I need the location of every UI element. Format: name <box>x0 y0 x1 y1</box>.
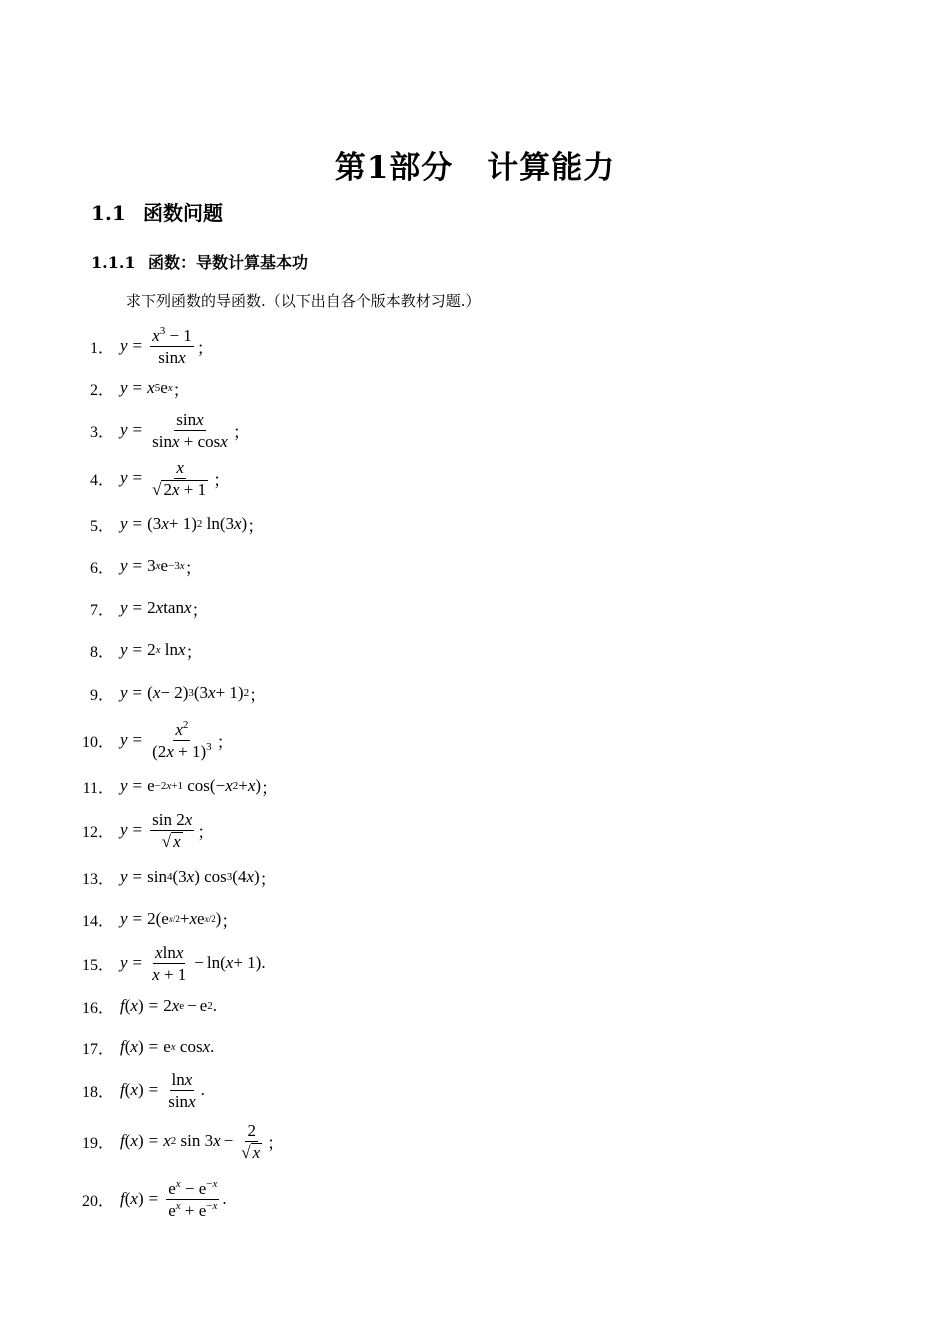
part-name: 计算能力 <box>487 150 616 186</box>
section-number: 1.1 <box>91 201 126 225</box>
problem-number: 17． <box>81 1040 114 1058</box>
formula: f ( x ) = x 2 sin 3 x − 2 √ x ； <box>120 1120 285 1162</box>
formula: y = 2 x tan x ； <box>120 598 209 620</box>
problem-item <box>0 776 278 796</box>
formula: y = x √ 2x + 1 ； <box>120 457 231 499</box>
problem-number: 12． <box>81 823 114 841</box>
problem-number: 10． <box>81 733 114 751</box>
problem-number: 9． <box>89 686 114 704</box>
formula: y = e −2x+1 cos(− x 2 + x ) ； <box>120 776 279 798</box>
problem-number: 14． <box>81 912 114 930</box>
problem-number: 16． <box>81 999 114 1017</box>
problem-number: 7． <box>89 601 114 619</box>
formula: f ( x ) = $\frac{\ln x}{\sin x}$ . <box>120 1069 205 1111</box>
formula: y = sin 4 (3 x ) cos 3 (4 x ) ； <box>120 867 277 889</box>
problem-item <box>0 378 190 398</box>
formula: y = $\frac{x^3 - 1}{\sin x}$ ； <box>120 324 214 367</box>
problem-number: 18． <box>81 1083 114 1101</box>
problem-number: 19． <box>81 1134 114 1152</box>
part-label: 第1部分 <box>334 150 454 186</box>
problem-item <box>0 1037 214 1057</box>
formula: f ( x ) = 2 x e − e 2 . <box>120 996 218 1015</box>
problem-number: 20． <box>81 1192 114 1210</box>
problem-item <box>0 1177 227 1220</box>
problem-number: 15． <box>81 956 114 974</box>
problem-number: 5． <box>89 517 114 535</box>
problem-item <box>0 324 214 367</box>
problem-number: 6． <box>89 559 114 577</box>
problem-number: 2． <box>89 381 114 399</box>
section-title: 函数问题 <box>143 201 223 225</box>
formula: f ( x ) = $\frac{e^x - e^{-x}}{e^x + e^{-x}}$ . <box>120 1177 227 1220</box>
problem-item <box>0 514 264 534</box>
part-title <box>0 142 950 187</box>
problem-item <box>0 556 202 576</box>
problem-item <box>0 942 266 984</box>
problem-item <box>0 996 217 1016</box>
formula: y = $\frac{x^2}{(2x + 1)^3}$ ； <box>120 718 234 761</box>
problem-item <box>0 598 209 618</box>
formula: y = sin 2x √ x ； <box>120 809 215 851</box>
section-heading <box>91 197 223 226</box>
subsection-number: 1.1.1 <box>91 253 136 272</box>
problem-number: 4． <box>89 471 114 489</box>
formula: y = $\frac{\sin x}{\sin x + \cos x}$ ； <box>120 409 250 451</box>
formula: y = $\frac{xlnx}{x + 1}$ − ln( x + 1) . <box>120 942 266 984</box>
problem-item <box>0 1069 205 1111</box>
intro-text: 求下列函数的导函数.（以下出自各个版本教材习题.） <box>126 292 481 310</box>
problem-item <box>0 867 277 887</box>
formula: f ( x ) = e x cos x . <box>120 1037 215 1056</box>
problem-item <box>0 457 231 499</box>
formula: y = ( x − 2) 3 (3 x + 1) 2 ； <box>120 683 267 705</box>
formula: y = 2(e x/2 + x e x/2 ) ； <box>120 909 239 931</box>
formula: y = x 5 e x ； <box>120 378 190 400</box>
problem-number: 13． <box>81 870 114 888</box>
formula: y = 2 x ln x ； <box>120 640 203 662</box>
problem-number: 3． <box>89 423 114 441</box>
problem-item <box>0 1120 285 1162</box>
formula: y = (3 x + 1) 2 ln(3 x ) ； <box>120 514 265 536</box>
problem-item <box>0 683 266 703</box>
problem-item <box>0 809 215 851</box>
problem-number: 1． <box>89 339 114 357</box>
problem-item <box>0 640 203 660</box>
problem-number: 8． <box>89 643 114 661</box>
subsection-heading <box>91 250 308 273</box>
problem-item <box>0 409 250 451</box>
formula: y = 3 x e −3x ； <box>120 556 202 578</box>
subsection-title: 函数：导数计算基本功 <box>148 253 309 272</box>
problem-number: 11． <box>82 779 114 797</box>
problem-item <box>0 909 238 929</box>
problem-item <box>0 718 234 761</box>
